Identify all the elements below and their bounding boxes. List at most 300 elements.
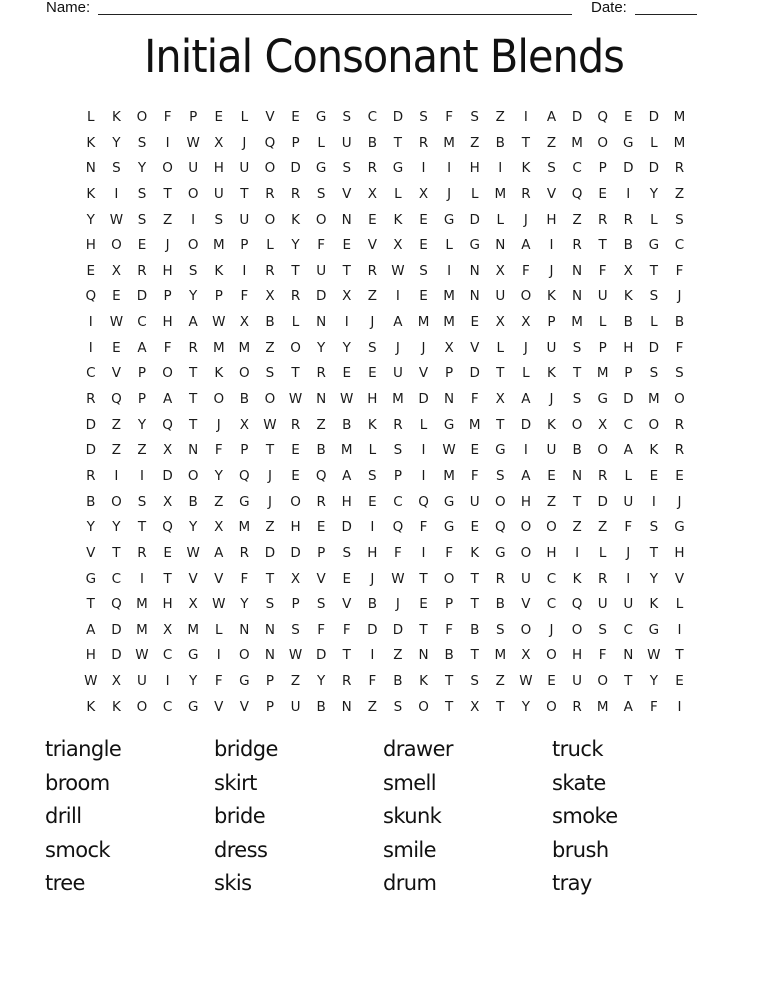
grid-letter: I bbox=[447, 262, 452, 279]
grid-letter: I bbox=[651, 493, 656, 510]
grid-letter: T bbox=[496, 365, 505, 382]
grid-letter: T bbox=[265, 570, 275, 587]
grid-letter: U bbox=[597, 596, 608, 613]
grid-letter: F bbox=[598, 262, 607, 279]
grid-letter: S bbox=[419, 262, 428, 279]
grid-letter: Y bbox=[137, 160, 147, 177]
grid-letter: M bbox=[340, 442, 353, 459]
grid-letter: D bbox=[623, 391, 634, 408]
grid-letter: E bbox=[112, 288, 121, 305]
grid-letter: G bbox=[239, 493, 250, 510]
grid-letter: X bbox=[265, 288, 275, 305]
grid-letter: R bbox=[572, 698, 582, 715]
grid-letter: M bbox=[468, 416, 481, 433]
grid-letter: C bbox=[546, 570, 557, 587]
grid-letter: L bbox=[317, 134, 325, 151]
grid-letter: L bbox=[291, 314, 300, 331]
grid-letter: T bbox=[496, 698, 505, 715]
page-title: Initial Consonant Blends bbox=[144, 30, 624, 83]
grid-letter: X bbox=[470, 698, 480, 715]
grid-letter: M bbox=[596, 365, 609, 382]
grid-letter: D bbox=[290, 160, 301, 177]
grid-letter: L bbox=[470, 185, 479, 202]
grid-letter: K bbox=[214, 365, 224, 382]
grid-letter: J bbox=[216, 416, 221, 433]
grid-letter: V bbox=[342, 596, 352, 613]
grid-letter: C bbox=[367, 109, 378, 125]
grid-letter: W bbox=[212, 314, 226, 331]
grid-letter: Z bbox=[162, 211, 173, 228]
grid-letter: Y bbox=[189, 673, 198, 690]
grid-letter: G bbox=[443, 519, 455, 536]
word-list-item: tray bbox=[552, 871, 592, 896]
grid-letter: I bbox=[498, 160, 503, 177]
grid-letter: S bbox=[291, 621, 300, 638]
grid-letter: P bbox=[624, 365, 633, 382]
grid-row bbox=[78, 336, 692, 362]
grid-row bbox=[78, 541, 692, 567]
grid-letter: W bbox=[391, 570, 405, 587]
grid-letter: T bbox=[624, 673, 633, 690]
grid-letter: H bbox=[85, 647, 96, 664]
grid-letter: J bbox=[165, 237, 170, 254]
grid-letter: K bbox=[86, 698, 96, 715]
grid-letter: Z bbox=[546, 493, 557, 510]
grid-letter: Q bbox=[239, 467, 250, 484]
grid-letter: J bbox=[549, 391, 554, 408]
grid-letter: V bbox=[86, 544, 96, 561]
grid-letter: L bbox=[650, 134, 658, 151]
grid-letter: H bbox=[367, 391, 378, 408]
grid-letter: M bbox=[443, 467, 455, 484]
grid-letter: I bbox=[677, 621, 682, 638]
grid-letter: Y bbox=[342, 339, 351, 356]
grid-letter: O bbox=[187, 237, 199, 254]
grid-letter: E bbox=[368, 493, 377, 510]
grid-letter: G bbox=[597, 391, 608, 408]
grid-letter: F bbox=[470, 391, 479, 408]
grid-letter: L bbox=[394, 185, 402, 202]
grid-letter: X bbox=[495, 314, 505, 331]
grid-letter: X bbox=[521, 314, 531, 331]
grid-letter: W bbox=[135, 647, 149, 664]
grid-letter: J bbox=[267, 467, 272, 484]
grid-letter: W bbox=[288, 647, 303, 664]
grid-letter: N bbox=[572, 288, 583, 305]
grid-letter: T bbox=[572, 493, 582, 510]
grid-letter: M bbox=[187, 621, 199, 638]
grid-letter: Q bbox=[111, 596, 122, 613]
grid-letter: N bbox=[85, 160, 96, 177]
grid-letter: I bbox=[626, 570, 631, 587]
grid-letter: Y bbox=[112, 134, 121, 151]
grid-letter: R bbox=[265, 185, 275, 202]
grid-letter: I bbox=[114, 185, 119, 202]
grid-letter: R bbox=[623, 211, 633, 228]
grid-letter: Z bbox=[393, 647, 403, 664]
grid-letter: U bbox=[597, 288, 608, 305]
grid-letter: E bbox=[291, 467, 300, 484]
grid-letter: Q bbox=[111, 391, 122, 408]
grid-letter: N bbox=[264, 621, 275, 638]
grid-letter: P bbox=[445, 596, 454, 613]
grid-letter: C bbox=[162, 647, 173, 664]
grid-letter: G bbox=[674, 519, 685, 536]
grid-letter: R bbox=[316, 493, 326, 510]
grid-letter: B bbox=[470, 621, 480, 638]
grid-letter: M bbox=[136, 596, 148, 613]
grid-letter: C bbox=[572, 160, 582, 177]
grid-letter: P bbox=[265, 698, 275, 715]
grid-letter: P bbox=[163, 288, 172, 305]
grid-letter: R bbox=[393, 416, 403, 433]
grid-letter: S bbox=[342, 160, 352, 177]
grid-letter: Y bbox=[86, 519, 95, 536]
grid-letter: G bbox=[623, 134, 634, 151]
grid-letter: I bbox=[242, 262, 247, 279]
grid-letter: R bbox=[290, 288, 301, 305]
grid-letter: O bbox=[443, 570, 455, 587]
grid-letter: S bbox=[214, 211, 224, 228]
grid-letter: S bbox=[496, 621, 505, 638]
grid-letter: X bbox=[598, 416, 608, 433]
grid-letter: D bbox=[315, 288, 327, 305]
grid-letter: R bbox=[265, 262, 275, 279]
grid-letter: P bbox=[265, 673, 275, 690]
grid-letter: N bbox=[316, 314, 327, 331]
grid-letter: R bbox=[342, 673, 352, 690]
grid-letter: S bbox=[265, 365, 275, 382]
grid-letter: D bbox=[111, 621, 122, 638]
grid-letter: P bbox=[445, 365, 454, 382]
grid-letter: M bbox=[212, 339, 225, 356]
grid-letter: E bbox=[342, 237, 351, 254]
grid-letter: O bbox=[290, 493, 301, 510]
grid-row bbox=[78, 438, 692, 464]
grid-letter: Q bbox=[162, 416, 173, 433]
grid-letter: U bbox=[137, 673, 147, 690]
grid-letter: X bbox=[188, 596, 198, 613]
grid-letter: O bbox=[111, 493, 122, 510]
grid-letter: V bbox=[674, 570, 685, 587]
grid-letter: K bbox=[111, 109, 121, 125]
grid-letter: F bbox=[445, 544, 453, 561]
grid-letter: A bbox=[162, 391, 173, 408]
grid-letter: K bbox=[393, 211, 403, 228]
grid-letter: T bbox=[470, 596, 479, 613]
worksheet-header bbox=[0, 0, 768, 20]
grid-letter: A bbox=[393, 314, 403, 331]
grid-letter: G bbox=[315, 109, 327, 125]
grid-row bbox=[78, 643, 692, 669]
grid-letter: B bbox=[623, 314, 633, 331]
grid-letter: Z bbox=[572, 519, 582, 536]
grid-letter: V bbox=[265, 109, 275, 125]
grid-letter: R bbox=[674, 416, 685, 433]
grid-letter: O bbox=[264, 391, 276, 408]
grid-letter: M bbox=[392, 391, 404, 408]
grid-letter: X bbox=[495, 262, 505, 279]
grid-letter: J bbox=[549, 262, 554, 279]
word-list-item: skis bbox=[214, 871, 252, 896]
grid-letter: O bbox=[520, 621, 532, 638]
grid-letter: S bbox=[598, 621, 607, 638]
grid-letter: I bbox=[549, 237, 554, 254]
grid-letter: O bbox=[571, 416, 583, 433]
grid-letter: M bbox=[238, 339, 251, 356]
grid-letter: U bbox=[188, 160, 199, 177]
grid-letter: G bbox=[469, 237, 480, 254]
grid-letter: B bbox=[495, 596, 505, 613]
grid-letter: E bbox=[624, 109, 633, 125]
grid-letter: L bbox=[496, 339, 505, 356]
grid-letter: S bbox=[188, 262, 198, 279]
grid-letter: O bbox=[315, 211, 327, 228]
grid-letter: K bbox=[521, 160, 531, 177]
grid-letter: Z bbox=[111, 416, 122, 433]
grid-letter: B bbox=[239, 391, 249, 408]
grid-letter: X bbox=[111, 673, 122, 690]
grid-letter: N bbox=[469, 262, 480, 279]
grid-letter: X bbox=[162, 493, 173, 510]
grid-letter: S bbox=[572, 339, 582, 356]
grid-letter: R bbox=[521, 185, 531, 202]
grid-letter: Z bbox=[470, 134, 480, 151]
grid-letter: Y bbox=[649, 185, 658, 202]
word-list-item: smile bbox=[383, 837, 436, 862]
grid-letter: K bbox=[291, 211, 300, 228]
grid-row bbox=[78, 669, 692, 695]
grid-row bbox=[78, 515, 692, 541]
grid-letter: T bbox=[137, 519, 147, 536]
grid-letter: T bbox=[470, 647, 479, 664]
grid-letter: U bbox=[290, 698, 301, 715]
grid-letter: T bbox=[86, 596, 95, 613]
grid-letter: K bbox=[419, 673, 428, 690]
grid-letter: G bbox=[443, 416, 455, 433]
word-list-item: skate bbox=[552, 770, 606, 795]
grid-letter: M bbox=[571, 134, 583, 151]
grid-letter: S bbox=[393, 442, 403, 459]
grid-letter: D bbox=[469, 365, 480, 382]
grid-letter: I bbox=[523, 442, 528, 459]
grid-letter: W bbox=[340, 391, 354, 408]
grid-letter: T bbox=[291, 262, 300, 279]
grid-letter: W bbox=[109, 314, 124, 331]
grid-letter: K bbox=[111, 698, 121, 715]
grid-letter: L bbox=[445, 237, 453, 254]
date-label: Date: bbox=[591, 0, 627, 16]
grid-letter: T bbox=[189, 416, 198, 433]
grid-letter: E bbox=[419, 237, 428, 254]
grid-letter: Y bbox=[112, 519, 121, 536]
grid-letter: P bbox=[317, 544, 326, 561]
grid-letter: A bbox=[521, 391, 531, 408]
grid-letter: H bbox=[162, 262, 173, 279]
grid-letter: L bbox=[215, 621, 223, 638]
word-list-item: skirt bbox=[214, 770, 257, 795]
grid-letter: J bbox=[242, 134, 247, 151]
grid-letter: G bbox=[239, 673, 250, 690]
grid-letter: L bbox=[419, 416, 428, 433]
grid-letter: O bbox=[162, 365, 173, 382]
grid-letter: Q bbox=[571, 185, 583, 202]
grid-letter: J bbox=[523, 339, 528, 356]
grid-letter: S bbox=[137, 134, 147, 151]
grid-letter: T bbox=[419, 621, 428, 638]
grid-letter: S bbox=[547, 160, 556, 177]
grid-letter: O bbox=[187, 467, 199, 484]
grid-letter: L bbox=[650, 314, 658, 331]
grid-letter: M bbox=[673, 134, 686, 151]
grid-letter: E bbox=[137, 237, 147, 254]
grid-letter: G bbox=[443, 211, 455, 228]
grid-letter: Z bbox=[265, 519, 275, 536]
grid-letter: R bbox=[418, 134, 429, 151]
grid-letter: N bbox=[188, 442, 199, 459]
grid-row bbox=[78, 695, 692, 721]
grid-letter: S bbox=[393, 698, 403, 715]
grid-letter: E bbox=[547, 673, 556, 690]
grid-row bbox=[78, 618, 692, 644]
grid-letter: S bbox=[675, 365, 684, 382]
grid-letter: Q bbox=[597, 109, 608, 125]
grid-letter: T bbox=[649, 544, 658, 561]
grid-letter: J bbox=[395, 596, 400, 613]
grid-letter: O bbox=[136, 698, 148, 715]
grid-letter: Q bbox=[418, 493, 429, 510]
grid-letter: O bbox=[213, 391, 225, 408]
word-list-item: drum bbox=[383, 871, 437, 896]
grid-letter: A bbox=[214, 544, 224, 561]
grid-letter: B bbox=[342, 416, 352, 433]
grid-letter: H bbox=[162, 314, 173, 331]
grid-letter: L bbox=[650, 211, 658, 228]
grid-letter: N bbox=[495, 237, 506, 254]
grid-letter: K bbox=[572, 570, 582, 587]
grid-letter: B bbox=[316, 698, 326, 715]
word-list-item: tree bbox=[45, 871, 85, 896]
grid-letter: A bbox=[623, 698, 633, 715]
grid-letter: H bbox=[85, 237, 96, 254]
grid-letter: L bbox=[598, 314, 607, 331]
grid-letter: B bbox=[316, 442, 326, 459]
grid-letter: F bbox=[163, 339, 172, 356]
grid-letter: Z bbox=[495, 673, 505, 690]
grid-letter: O bbox=[597, 673, 608, 690]
grid-letter: O bbox=[264, 211, 276, 228]
grid-letter: S bbox=[316, 596, 326, 613]
word-list-item: smock bbox=[45, 837, 110, 862]
grid-letter: R bbox=[137, 262, 147, 279]
grid-letter: B bbox=[495, 134, 505, 151]
grid-letter: Y bbox=[649, 570, 658, 587]
grid-letter: E bbox=[470, 442, 479, 459]
grid-letter: F bbox=[649, 698, 658, 715]
grid-row bbox=[78, 208, 692, 234]
grid-letter: Z bbox=[290, 673, 301, 690]
grid-letter: R bbox=[290, 185, 301, 202]
grid-letter: R bbox=[239, 544, 250, 561]
grid-letter: J bbox=[677, 493, 682, 510]
grid-letter: F bbox=[317, 237, 326, 254]
grid-letter: I bbox=[216, 647, 221, 664]
grid-letter: B bbox=[265, 314, 275, 331]
grid-letter: Z bbox=[674, 185, 685, 202]
grid-letter: I bbox=[165, 673, 170, 690]
grid-letter: R bbox=[86, 467, 96, 484]
grid-letter: N bbox=[341, 211, 352, 228]
grid-letter: H bbox=[623, 339, 634, 356]
grid-letter: P bbox=[291, 134, 300, 151]
grid-letter: O bbox=[674, 391, 685, 408]
grid-letter: E bbox=[368, 211, 377, 228]
grid-row bbox=[78, 284, 692, 310]
grid-letter: R bbox=[597, 211, 608, 228]
grid-letter: R bbox=[86, 391, 96, 408]
name-blank-line bbox=[98, 14, 572, 15]
grid-letter: H bbox=[367, 544, 378, 561]
grid-letter: R bbox=[597, 467, 608, 484]
grid-letter: Q bbox=[162, 519, 173, 536]
grid-letter: X bbox=[214, 134, 224, 151]
grid-row bbox=[78, 361, 692, 387]
grid-letter: P bbox=[547, 314, 556, 331]
grid-letter: X bbox=[521, 647, 531, 664]
grid-row bbox=[78, 490, 692, 516]
grid-letter: Q bbox=[85, 288, 97, 305]
grid-letter: E bbox=[316, 519, 326, 536]
grid-letter: E bbox=[342, 570, 351, 587]
grid-letter: R bbox=[188, 339, 198, 356]
grid-letter: A bbox=[86, 621, 96, 638]
grid-letter: U bbox=[316, 262, 327, 279]
grid-letter: E bbox=[649, 467, 659, 484]
grid-letter: U bbox=[546, 339, 557, 356]
grid-letter: G bbox=[648, 621, 660, 638]
grid-letter: P bbox=[598, 160, 607, 177]
grid-letter: O bbox=[648, 416, 660, 433]
grid-letter: L bbox=[598, 544, 607, 561]
grid-letter: A bbox=[188, 314, 198, 331]
grid-letter: M bbox=[648, 391, 660, 408]
grid-letter: L bbox=[675, 596, 684, 613]
grid-letter: Z bbox=[367, 698, 377, 715]
grid-letter: T bbox=[342, 262, 351, 279]
grid-letter: O bbox=[546, 519, 557, 536]
grid-letter: I bbox=[88, 339, 93, 356]
grid-letter: I bbox=[139, 570, 144, 587]
grid-letter: N bbox=[572, 262, 583, 279]
grid-letter: N bbox=[623, 647, 634, 664]
grid-letter: U bbox=[469, 493, 480, 510]
grid-letter: D bbox=[597, 493, 608, 510]
grid-letter: V bbox=[316, 570, 326, 587]
grid-letter: Y bbox=[317, 673, 326, 690]
grid-letter: U bbox=[572, 673, 583, 690]
grid-letter: I bbox=[421, 160, 426, 177]
grid-letter: P bbox=[189, 109, 198, 125]
grid-letter: F bbox=[342, 621, 351, 638]
grid-letter: F bbox=[445, 109, 453, 125]
grid-letter: V bbox=[214, 570, 224, 587]
grid-letter: M bbox=[238, 519, 251, 536]
grid-letter: X bbox=[623, 262, 633, 279]
grid-letter: X bbox=[162, 621, 173, 638]
grid-letter: W bbox=[109, 211, 124, 228]
grid-letter: R bbox=[316, 365, 326, 382]
grid-letter: U bbox=[495, 288, 506, 305]
